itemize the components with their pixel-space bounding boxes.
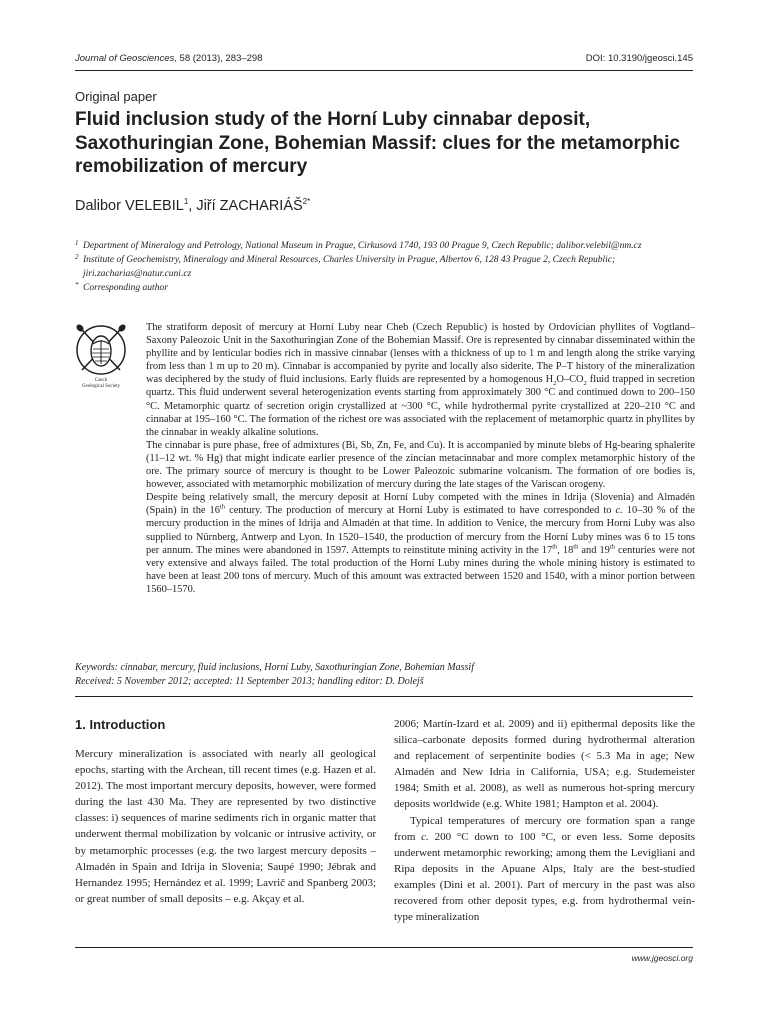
trilobite-logo-icon: [72, 320, 130, 392]
affiliation-mark: 2: [75, 253, 79, 261]
header-rule: [75, 70, 693, 71]
footer-rule: [75, 947, 693, 948]
affiliations: [75, 239, 695, 295]
abstract-paragraph-1: The stratiform deposit of mercury at Horní Luby near Cheb (Czech Republic) is hosted by Ordovician phyllites of Vogtland–Saxony Paleozoic Unit in the Saxothuringian Zone of the Bohemian Massif. Ore is represented by cinnabar disseminated within the phyllite and by lenticular bodies rich in massive cinnabar (lenses with a thickness of up to 1 m and length along the strike varying from less than 1 m up to 20 m). Cinnabar is accompanied by pyrite and locally also siderite. The P–T history of the mineralization was deciphered by the study of fluid inclusions. Early fluids are represented by a homogenous $H_2O-CO_2$ fluid trapped in secretion quartz. This fluid underwent several heterogenization events starting from approximately 300 °C and continued down to 200–150 °C. Metamorphic quartz of secretion origin crystallized at ~300 °C, while hydrothermal pyrite crystallized at 220–210 °C and cinnabar at 195–160 °C. The formation of the richest ore was associated with the replacement of metamorphic quartz in phyllites by the cinnabar in weakly alkaline solutions.: [146, 322, 696, 438]
author-2-affil: 2*: [302, 197, 311, 206]
author-2: Jiří ZACHARIÁŠ: [196, 197, 303, 214]
affiliation-text: Institute of Geochemistry, Mineralogy and Mineral Resources, Charles University in Prague, Albertov 6, 128 43 Prague 2, Czech Republic; jiri.zacharias@natur.cuni.cz: [83, 255, 616, 279]
affiliation-corresponding: [75, 281, 695, 295]
volume-pages: , 58 (2013), 283–298: [174, 53, 263, 64]
intro-paragraph-1-cont: 2006; Martín-Izard et al. 2009) and ii) epithermal deposits like the silica–carbonate deposits formed during hydrothermal alteration and replacement of serpentinite bodies (< 5.3 Ma in age; New Almadén and New Idria in California, USA; e.g. Studemeister 1984; Smith et al. 2008), as well as numerous hot-spring mercury deposits worldwide (e.g. White 1981; Hampton et al. 2004).: [394, 718, 695, 811]
intro-paragraph-1: Mercury mineralization is associated with nearly all geological epochs, starting with the Archean, till recent times (e.g. Hazen et al. 2012). The most important mercury deposits, however, were formed during the last 430 Ma. They are represented by two distinctive classes: i) sequences of marine sediments rich in organic matter that underwent thermal mobilization by volcanic or intrusive activity, or by metamorphic processes (e.g. the two largest mercury deposits – Almadén in Spain and Idrija in Slovenia; Saupé 1990; Jébrak and Hernandez 1995; Hernández et al. 1999; Lavrič and Spanberg 2003; or great number of small deposits – e.g. Akçay et al.: [75, 748, 376, 905]
abstract-paragraph-3: Despite being relatively small, the mercury deposit at Horní Luby competed with the mines in Idrija (Slovenia) and Almadén (Spain) in the 16th century. The production of mercury at Horní Luby is estimated to have corresponded to c. 10–30 % of the mercury production in the mines of Idrija and Almadén at that time. In addition to Venice, the mercury from Horní Luby was also supplied to Nürnberg, Antwerp and Lyon. In 1520–1540, the production of mercury from the Horní Luby mines was 6 to 15 tons per annum. The mines were abandoned in 1597. Attempts to reinstitute mining activity in the 17th, 18th and 19th centuries were not very extensive and always failed. The total production of the Horní Luby mines during the whole mining history is estimated to have been at least 200 tons of mercury. Much of this amount was extracted between 1520 and 1540, with a minor portion between 1560–1570.: [146, 492, 696, 595]
journal-url[interactable]: www.jgeosci.org: [631, 953, 693, 963]
abstract: [146, 321, 695, 596]
affiliation-text: Department of Mineralogy and Petrology, National Museum in Prague, Cirkusová 1740, 193 00 Prague 9, Czech Republic; dalibor.velebil@nm.cz: [83, 241, 642, 251]
section-heading: 1. Introduction: [75, 717, 166, 732]
received-dates: Received: 5 November 2012; accepted: 11 September 2013; handling editor: D. Dolejš: [75, 676, 424, 687]
journal-name: Journal of Geosciences: [75, 53, 175, 64]
doi[interactable]: DOI: 10.3190/jgeosci.145: [585, 53, 693, 64]
intro-paragraph-2: Typical temperatures of mercury ore formation span a range from c. 200 °C down to 100 °C, or even less. Some deposits underwent metamorphic reworking; among them the Levigliani and Ripa deposits in the Apuane Alps, Italy are the best-studied examples (Dini et al. 2001). Part of mercury in the past was also recovered from other deposit types, e.g. from hydrothermal vein-type mineralization: [394, 814, 695, 924]
affiliation-1: [75, 239, 695, 253]
logo-text-line2: Geological Society: [81, 384, 121, 389]
body-column-right: [394, 716, 695, 925]
body-column-left: [75, 746, 376, 907]
affiliation-2: [75, 253, 695, 281]
author-separator: ,: [188, 197, 197, 214]
abstract-rule: [75, 696, 693, 697]
authors: [75, 197, 310, 214]
affiliation-mark: *: [75, 281, 79, 289]
author-1: Dalibor VELEBIL: [75, 197, 184, 214]
journal-citation: [75, 53, 263, 64]
author-1-affil: 1: [183, 197, 189, 206]
czech-geological-society-logo: [72, 320, 130, 392]
abstract-paragraph-2: The cinnabar is pure phase, free of admixtures (Bi, Sb, Zn, Fe, and Cu). It is accompanied by minute blebs of Hg-bearing sphalerite (11–12 wt. % Hg) that might indicate earlier presence of the zincian metacinnabar and more complex metamorphic history of the ore. The primary source of mercury is thought to be Lower Paleozoic submarine volcanism. The formation of ore bodies is, however, associated with metamorphic mobilization of mercury during the late stages of the Variscan orogeny.: [146, 439, 695, 491]
paper-title: Fluid inclusion study of the Horní Luby cinnabar deposit, Saxothuringian Zone, Bohemian Massif: clues for the metamorphic remobilization of mercury: [75, 109, 680, 177]
keywords: Keywords: cinnabar, mercury, fluid inclusions, Horní Luby, Saxothuringian Zone, Bohemian Massif: [75, 662, 474, 673]
paper-type: Original paper: [75, 89, 157, 104]
affiliation-mark: 1: [75, 239, 79, 247]
logo-text-line1: Czech: [94, 378, 108, 383]
keywords-block: [75, 661, 695, 689]
affiliation-text: Corresponding author: [83, 283, 168, 293]
